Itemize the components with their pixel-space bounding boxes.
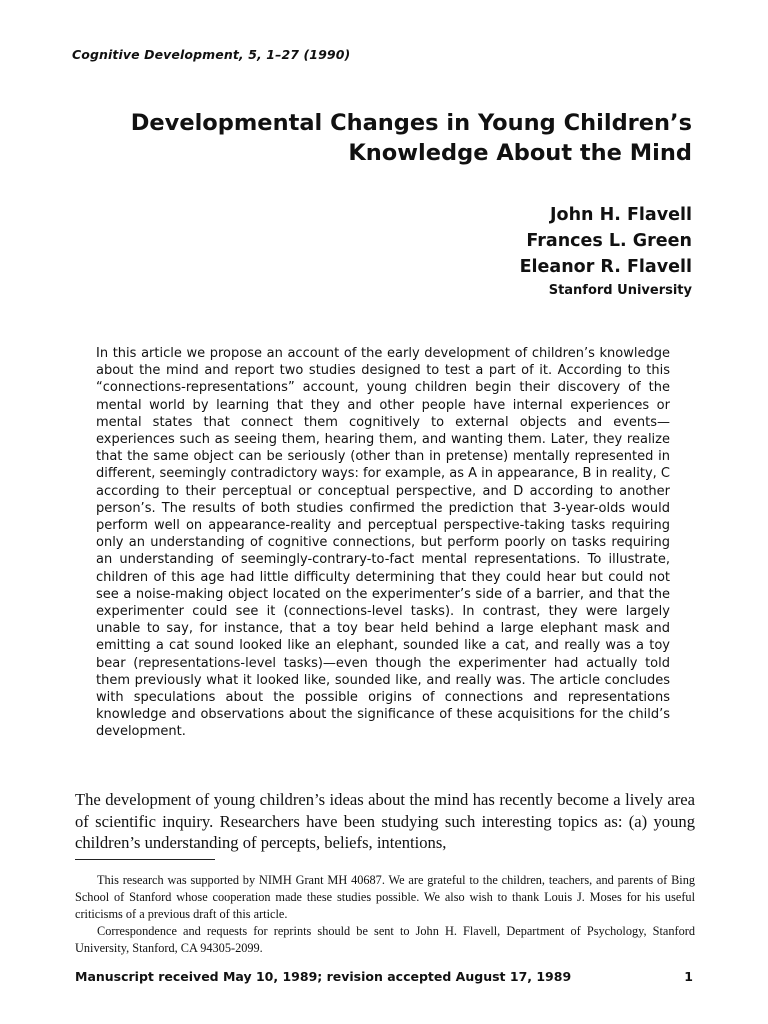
footnote-funding: This research was supported by NIMH Grant MH 40687. We are grateful to the children, teachers, and parents of Bing School of Stanford whose cooperation made these studies possible. We also wish to thank Louis J. Moses for his useful criticisms of a previous draft of this article. — [75, 873, 695, 921]
author-name: Frances L. Green — [526, 231, 692, 251]
abstract-paragraph: In this article we propose an account of the early development of children’s knowledge about the mind and report two studies designed to test a part of it. According to this “connections-representations” account, young children begin their discovery of the mental world by learning that they and other people have internal experiences or mental states that connect them cognitively to external objects and events—experiences such as seeing them, hearing them, and wanting them. Later, they realize that the same object can be seriously (other than in pretense) mentally represented in different, seemingly contradictory ways: for example, as A in appearance, B in reality, C according to their perceptual or conceptual perspective, and D according to another person’s. The results of both studies confirmed the prediction that 3-year-olds would perform well on appearance-reality and perceptual perspective-taking tasks requiring only an understanding of cognitive connections, but perform poorly on tasks requiring an understanding of seemingly-contrary-to-fact mental representations. To illustrate, children of this age had little difficulty determining that they could hear but could not see a noise-making object located on the experimenter’s side of a barrier, and that the experimenter could see it (connections-level tasks). In contrast, they were largely unable to say, for instance, that a toy bear held behind a large elephant mask and emitting a cat sound looked like an elephant, sounded like a cat, and really was a toy bear (representations-level tasks)—even though the experimenter had actually told them previously what it looked like, sounded like, and really was. The article concludes with speculations about the possible origins of connections and representations knowledge and observations about the significance of these acquisitions for the child’s development. — [96, 346, 670, 740]
manuscript-note: Manuscript received May 10, 1989; revision accepted August 17, 1989 — [75, 969, 572, 984]
affiliation: Stanford University — [548, 283, 692, 298]
footnote-separator — [75, 859, 215, 860]
journal-citation: Cognitive Development, 5, 1–27 (1990) — [72, 47, 351, 62]
footnotes — [75, 872, 695, 957]
author-name: Eleanor R. Flavell — [519, 257, 692, 277]
author-name: John H. Flavell — [550, 205, 692, 225]
title-line-1: Developmental Changes in Young Children’s — [130, 110, 692, 136]
title-line-2: Knowledge About the Mind — [348, 140, 692, 166]
page-number: 1 — [684, 969, 693, 984]
article-title — [131, 108, 692, 168]
footnote-correspondence: Correspondence and requests for reprints should be sent to John H. Flavell, Department of Psychology, Stanford University, Stanford, CA 94305-2099. — [75, 924, 695, 955]
body-paragraph: The development of young children’s ideas about the mind has recently become a lively area of scientific inquiry. Researchers have been studying such interesting topics as: (a) young children’s understanding of percepts, beliefs, intentions, — [75, 790, 695, 852]
author-list — [520, 202, 692, 280]
